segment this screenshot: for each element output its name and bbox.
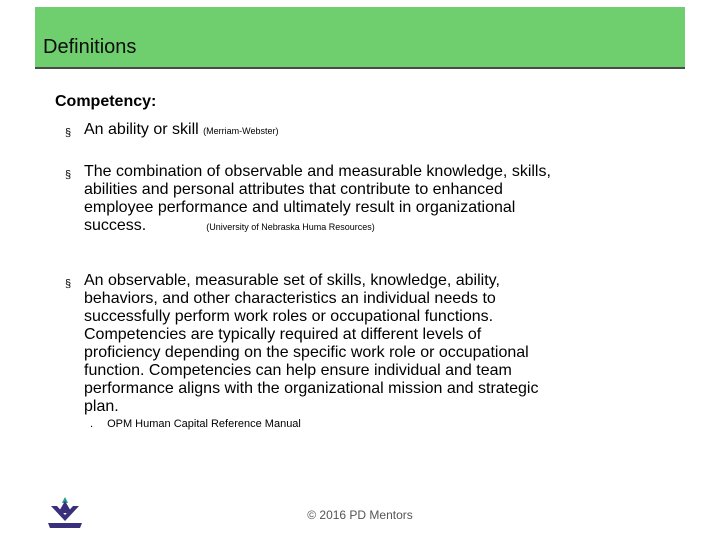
source-citation: (University of Nebraska Huma Resources) [206, 222, 375, 232]
bullet-marker: § [65, 127, 72, 139]
page-title: Definitions [43, 36, 137, 58]
bullet-text: An ability or skill (Merriam-Webster) [84, 121, 279, 138]
bullet-text: An observable, measurable set of skills, knowledge, ability, behaviors, and other characteristics an individual needs to successfully perform work roles or occupational functions. Competencies are typically required at different levels of proficiency depending on the specific work role or occupational function. Competencies can help ensure individual and team performance aligns with the organizational mission and strategic plan. [84, 272, 539, 415]
definition-bullet-3 [65, 272, 665, 416]
reference-text: OPM Human Capital Reference Manual [107, 418, 301, 430]
bullet-marker: § [65, 278, 72, 290]
footer-copyright: © 2016 PD Mentors [307, 508, 413, 522]
competency-heading: Competency: [55, 93, 157, 110]
source-citation: (Merriam-Webster) [203, 126, 279, 136]
definition-bullet-1 [65, 121, 665, 140]
definition-bullet-2 [65, 163, 665, 236]
sub-bullet-reference [90, 418, 301, 430]
sub-bullet-marker: . [90, 418, 94, 430]
title-bar [35, 7, 685, 69]
bullet-text: The combination of observable and measurable knowledge, skills, abilities and personal attributes that contribute to enhanced employee performance and ultimately result in organizational success. (University of Nebraska Huma Resources) [84, 163, 551, 234]
bullet-marker: § [65, 169, 72, 181]
